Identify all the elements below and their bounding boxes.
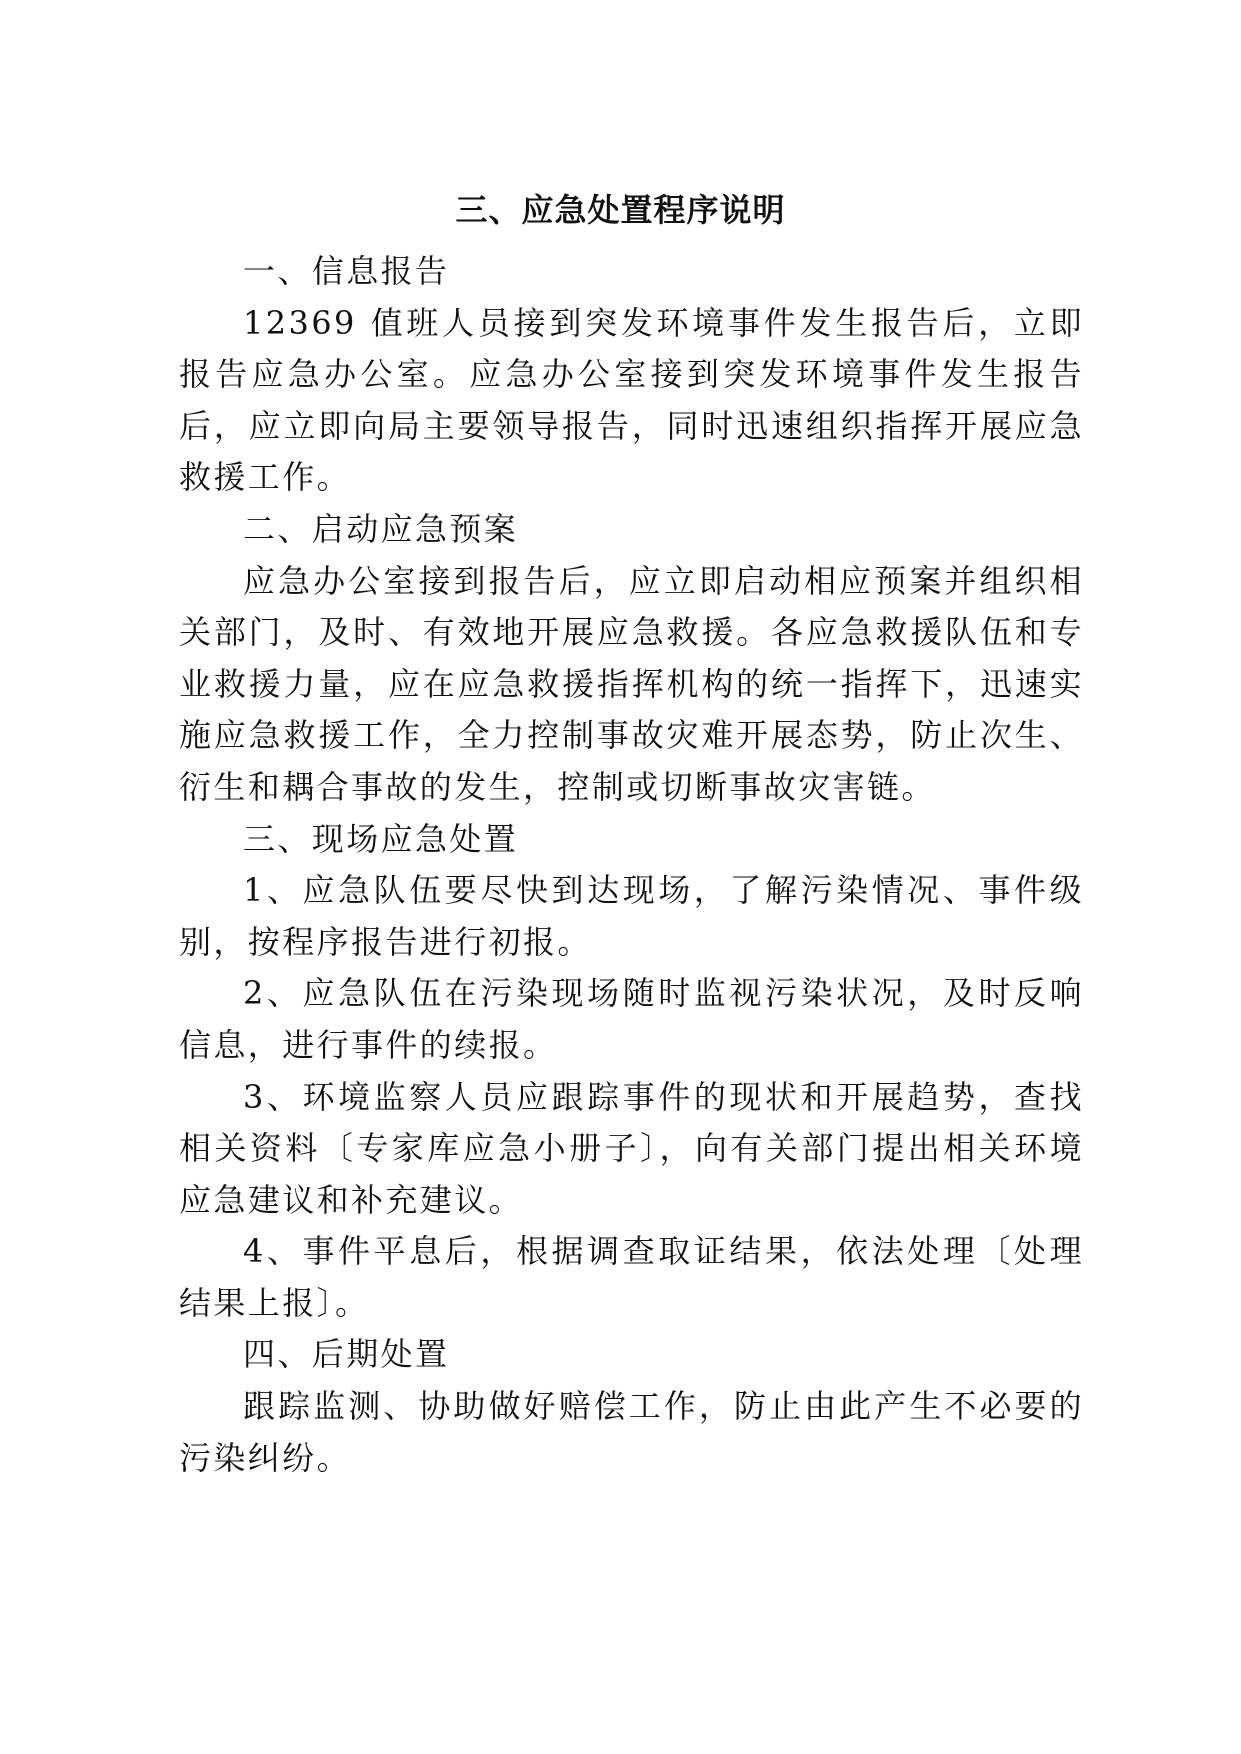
list-item-onsite-4: 4、事件平息后，根据调查取证结果，依法处理〔处理结果上报〕。 <box>179 1232 1084 1322</box>
section-heading-information-report: 一、信息报告 <box>243 252 450 290</box>
section-heading-aftermath: 四、后期处置 <box>243 1335 450 1374</box>
list-item-onsite-3: 3、环境监察人员应跟踪事件的现状和开展趋势，查找相关资料〔专家库应急小册子〕，向有关部门提出相关环境应急建议和补充建议。 <box>179 1077 1084 1219</box>
document-title: 三、应急处置程序说明 <box>455 191 786 229</box>
list-item-onsite-2: 2、应急队伍在污染现场随时监视污染状况，及时反响信息，进行事件的续报。 <box>179 974 1084 1064</box>
paragraph-information-report: 12369 值班人员接到突发环境事件发生报告后，立即报告应急办公室。应急办公室接到突发环境事件发生报告后，应立即向局主要领导报告，同时迅速组织指挥开展应急救援工作。 <box>179 303 1084 497</box>
paragraph-aftermath: 跟踪监测、协助做好赔偿工作，防止由此产生不必要的污染纠纷。 <box>179 1387 1084 1477</box>
section-heading-onsite-response: 三、现场应急处置 <box>243 819 519 858</box>
document-body <box>179 246 1084 1484</box>
list-item-onsite-1: 1、应急队伍要尽快到达现场，了解污染情况、事件级别，按程序报告进行初报。 <box>179 871 1084 961</box>
paragraph-activate-plan: 应急办公室接到报告后，应立即启动相应预案并组织相关部门，及时、有效地开展应急救援。各应急救援队伍和专业救援力量，应在应急救援指挥机构的统一指挥下，迅速实施应急救援工作，全力控制事故灾难开展态势，防止次生、衍生和耦合事故的发生，控制或切断事故灾害链。 <box>179 561 1084 806</box>
section-heading-activate-plan: 二、启动应急预案 <box>243 509 519 548</box>
